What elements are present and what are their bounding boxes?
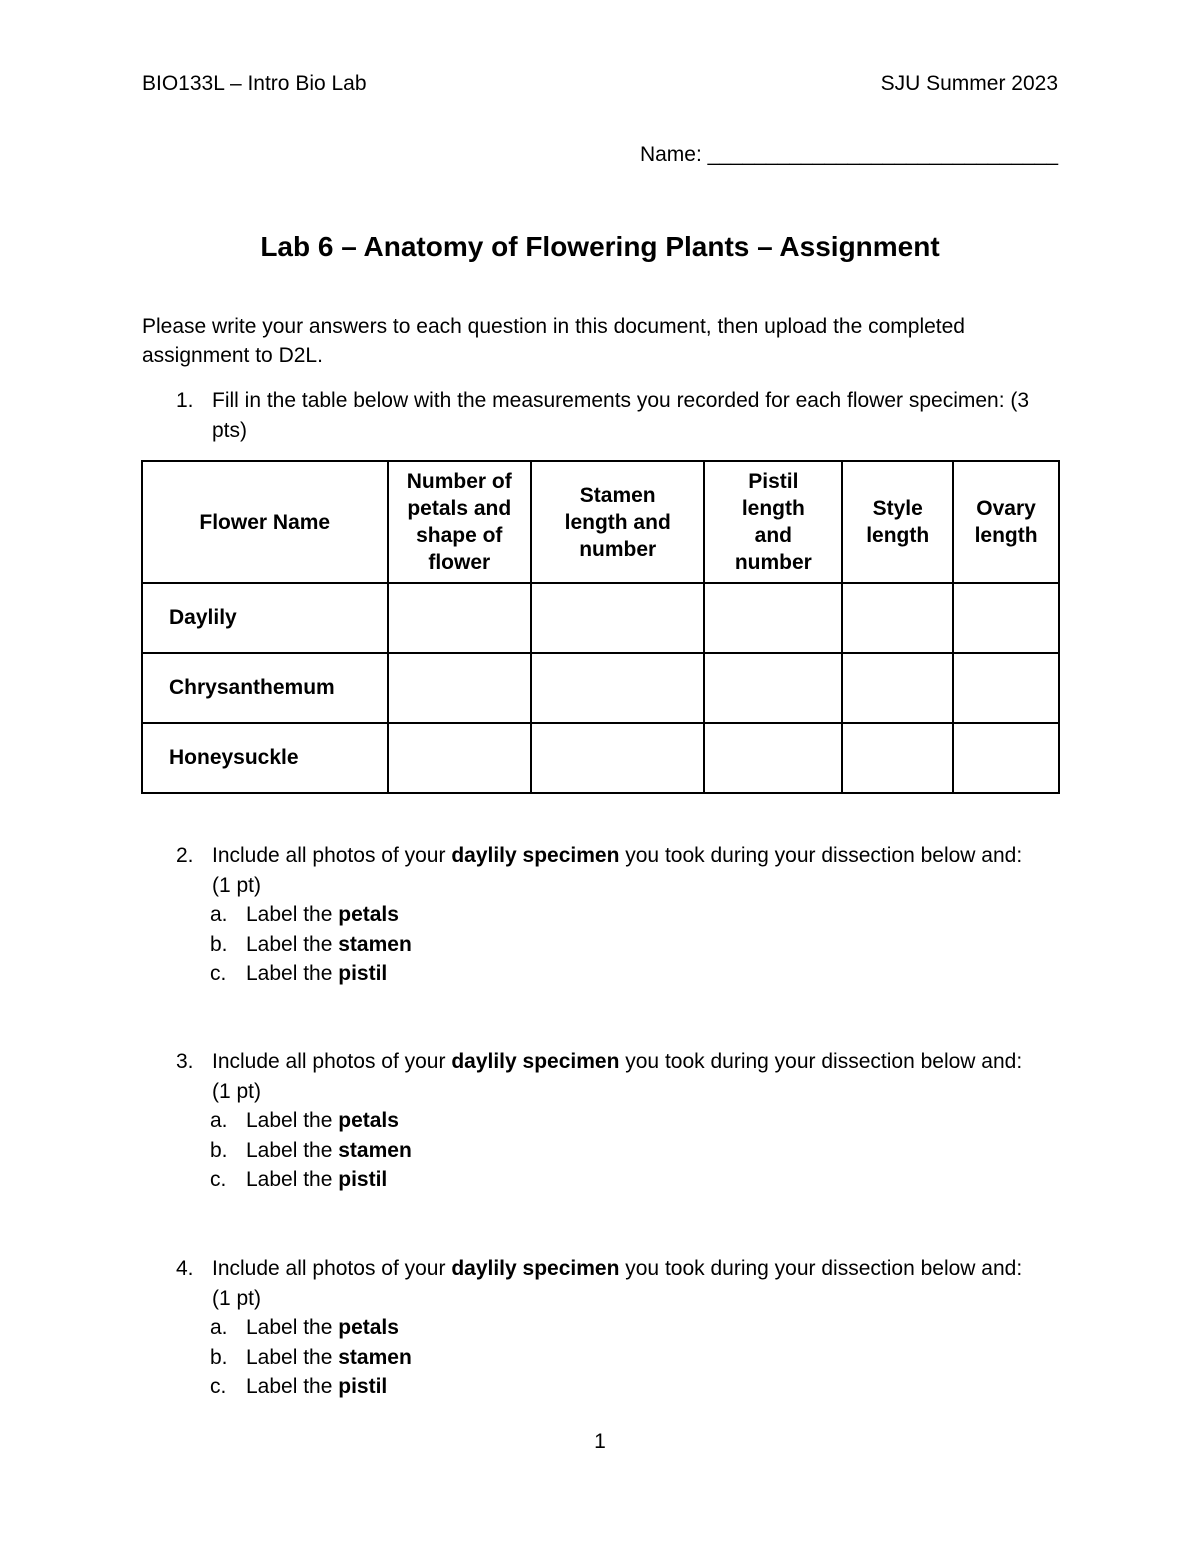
name-field[interactable]: Name: ______________________________ [639,143,1058,166]
sub-letter: b. [210,1138,228,1162]
sub-bold: petals [338,1316,399,1339]
measurements-table [141,460,1060,794]
question-text [212,1254,1032,1402]
header-flower-name: Flower Name [142,461,388,583]
table-cell[interactable] [388,653,532,723]
sub-letter: b. [210,1345,228,1369]
table-row [142,653,1059,723]
sub-bold: pistil [338,1375,388,1398]
sub-item [176,1343,1032,1373]
question-text-pre: Include all photos of your [212,844,452,867]
question-number: 3. [176,1050,194,1073]
table-cell[interactable] [704,653,842,723]
sub-item [176,1372,1032,1402]
sub-text: Label the [246,932,339,956]
sub-letter: c. [210,962,227,985]
sub-text: Label the [246,1168,339,1191]
header-pistil: Pistil length and number [704,461,842,583]
sub-letter: a. [210,1109,228,1132]
sub-letter: c. [210,1168,227,1191]
term-header: SJU Summer 2023 [880,72,1058,95]
sub-item [176,1106,1032,1136]
question-text-pre: Include all photos of your [212,1257,452,1280]
table-row [142,583,1059,653]
sub-text: Label the [246,1375,339,1398]
row-chrysanthemum: Chrysanthemum [142,653,388,723]
question-text: Fill in the table below with the measurements you recorded for each flower specimen: (3 pts) [212,389,1030,442]
sub-text: Label the [246,1138,339,1162]
row-daylily: Daylily [142,583,388,653]
sub-bold: petals [338,1109,399,1132]
sub-letter: a. [210,1316,228,1339]
sub-text: Label the [246,1109,339,1132]
sub-text: Label the [246,1316,339,1339]
table-cell[interactable] [388,583,532,653]
sub-bold: stamen [338,1345,412,1369]
question-text [212,1047,1032,1195]
sub-bold: stamen [338,1138,412,1162]
sub-text: Label the [246,962,339,985]
sub-item [176,959,1032,989]
sub-bold: pistil [338,1168,388,1191]
table-cell[interactable] [842,653,953,723]
sub-bold: stamen [338,932,412,956]
table-cell[interactable] [953,583,1059,653]
header-petals: Number of petals and shape of flower [388,461,532,583]
table-cell[interactable] [704,723,842,793]
sub-item [176,930,1032,960]
question-text-bold: daylily specimen [451,1257,620,1280]
question-number: 1. [176,389,194,412]
question-text-pre: Include all photos of your [212,1050,452,1073]
sub-bold: pistil [338,962,388,985]
header-ovary: Ovary length [953,461,1059,583]
question-text-bold: daylily specimen [451,844,620,867]
question-text-post: you took during your dissection below and: (1 pt) [212,844,1023,897]
sub-letter: c. [210,1375,227,1398]
page-title: Lab 6 – Anatomy of Flowering Plants – Assignment [260,231,940,262]
header-style: Style length [842,461,953,583]
question-number: 4. [176,1257,194,1280]
table-header-row [142,461,1059,583]
table-cell[interactable] [531,653,704,723]
table-cell[interactable] [531,723,704,793]
table-cell[interactable] [842,723,953,793]
question-text [212,841,1032,989]
table-cell[interactable] [953,653,1059,723]
question-text-bold: daylily specimen [451,1050,620,1073]
sub-item [176,1136,1032,1166]
sub-letter: a. [210,903,228,926]
sub-item [176,1313,1032,1343]
row-honeysuckle: Honeysuckle [142,723,388,793]
table-cell[interactable] [531,583,704,653]
table-cell[interactable] [388,723,532,793]
sub-text: Label the [246,1345,339,1369]
table-cell[interactable] [842,583,953,653]
table-row [142,723,1059,793]
header-stamen: Stamen length and number [531,461,704,583]
question-text-post: you took during your dissection below and: (1 pt) [212,1050,1023,1103]
sub-item [176,900,1032,930]
table-cell[interactable] [704,583,842,653]
table-cell[interactable] [953,723,1059,793]
sub-item [176,1165,1032,1195]
course-header: BIO133L – Intro Bio Lab [142,72,367,95]
sub-text: Label the [246,903,339,926]
sub-bold: petals [338,903,399,926]
sub-letter: b. [210,932,228,956]
question-text-post: you took during your dissection below and: (1 pt) [212,1257,1023,1310]
page-number: 1 [594,1430,606,1453]
question-number: 2. [176,844,194,867]
intro-text: Please write your answers to each question in this document, then upload the completed assignment to D2L. [142,315,965,367]
